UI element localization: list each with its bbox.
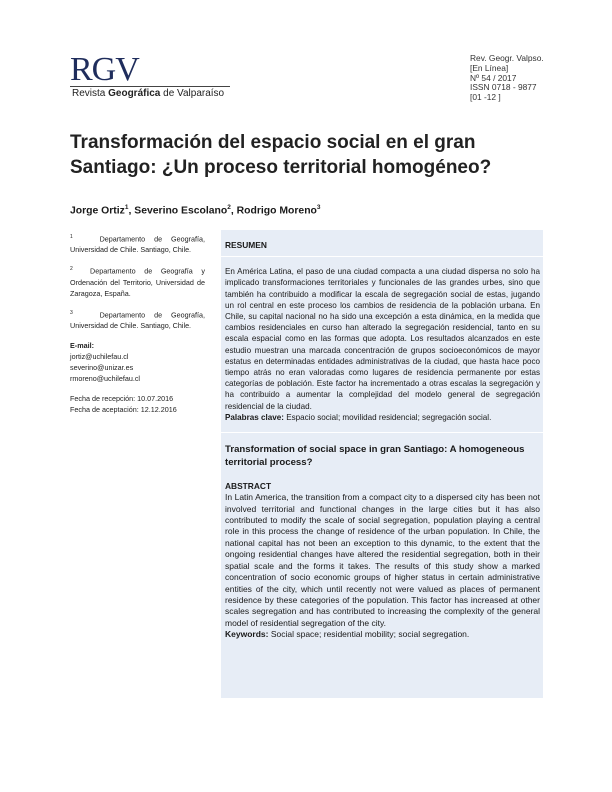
logo-subtitle <box>72 88 224 99</box>
received-date: Fecha de recepción: 10.07.2016 <box>70 394 174 404</box>
email-label: E-mail: <box>70 341 94 351</box>
author-affil-marker: 3 <box>316 204 321 211</box>
logo-letters: RGV <box>70 51 139 86</box>
affiliation-marker: 3 <box>70 309 73 316</box>
keywords-label: Keywords: <box>225 629 269 640</box>
resumen-text: En América Latina, el paso de una ciudad compacta a una ciudad dispersa no solo ha implicado transformaciones territoriales y funcionales de las grandes urbes, sino que también ha contribuido a modificar la escala de segregación social de estas, jugando un rol central en este proceso los cambios de residencia de la población urbana. En Chile, su capital nacional no ha sido una excepción a esta dinámica, en la medida que cambios residenciales en curso han alterado la segregación residencial, tanto en su escala espacial como en las formas que adopta. Los resultados alcanzados en este estudio muestran una marcada concentración de grupos socioeconómicos de mayor estatus en determinadas entidades administrativas de la ciudad, que hasta hace poco tiempo atrás no eran valoradas como lugares de residencia permanente por estas categorías de población. Este factor ha incrementado a otras escalas la segregación y ha contribuido a aumentar la complejidad del modelo general de segregación residencial de la ciudad. <box>225 267 540 411</box>
affiliations-column <box>70 232 205 415</box>
author-list <box>70 204 321 216</box>
english-title: Transformation of social space in gran Santiago: A homogeneous territorial process? <box>225 444 525 469</box>
palabras-clave <box>225 412 540 423</box>
affiliation-marker: 2 <box>70 266 73 273</box>
ref-line: [01 -12 ] <box>470 92 501 103</box>
affiliation <box>70 264 205 298</box>
affiliation-marker: 1 <box>70 234 73 240</box>
author-name: Severino Escolano <box>134 205 228 217</box>
journal-reference <box>470 54 544 103</box>
ref-line: Rev. Geogr. Valpso. <box>470 53 544 63</box>
author-separator: , <box>128 205 135 217</box>
ref-line: Nº 54 / 2017 <box>470 72 517 83</box>
affiliation-text: Departamento de Geografía, Universidad de Chile. Santiago, Chile. <box>70 234 205 255</box>
affiliation-text: Departamento de Geografía, Universidad de Chile. Santiago, Chile. <box>70 310 205 331</box>
paper-title <box>70 130 550 180</box>
affiliation <box>70 308 205 331</box>
palabras-clave-text: Espacio social; movilidad residencial; segregación social. <box>283 412 492 422</box>
abstract-box <box>221 230 543 698</box>
ref-line: ISSN 0718 - 9877 <box>470 82 537 93</box>
affiliation <box>70 232 205 255</box>
author-affil-marker: 1 <box>124 204 129 211</box>
keywords <box>225 629 540 640</box>
email-link[interactable]: rmoreno@uchilefau.cl <box>70 374 141 384</box>
logo-subtitle-part2: Geográfica <box>108 88 161 99</box>
logo-divider <box>70 86 230 87</box>
logo-subtitle-part1: Revista <box>72 88 109 99</box>
author-separator: , <box>230 205 237 217</box>
journal-logo <box>70 50 235 112</box>
palabras-clave-label: Palabras clave: <box>225 412 284 422</box>
accepted-date: Fecha de aceptación: 12.12.2016 <box>70 405 177 415</box>
affiliation-text: Departamento de Geografía y Ordenación del Territorio, Universidad de Zaragoza, España. <box>70 266 205 298</box>
resumen-heading: RESUMEN <box>225 240 267 250</box>
keywords-text: Social space; residential mobility; social segregation. <box>268 629 470 640</box>
ref-line: [En Línea] <box>470 62 509 73</box>
author-name: Rodrigo Moreno <box>236 205 317 217</box>
title-line: Transformación del espacio social en el gran <box>70 132 476 153</box>
rgv-logo-mark <box>70 50 235 86</box>
email-link[interactable]: jortiz@uchilefau.cl <box>70 352 129 362</box>
title-line: Santiago: ¿Un proceso territorial homogéneo? <box>70 157 492 178</box>
author-affil-marker: 2 <box>227 204 231 211</box>
email-link[interactable]: severino@unizar.es <box>70 363 134 373</box>
author-name: Jorge Ortiz <box>70 205 125 217</box>
logo-subtitle-part3: de Valparaíso <box>160 88 225 99</box>
abstract-heading: ABSTRACT <box>225 481 272 492</box>
abstract-text: In Latin America, the transition from a compact city to a dispersed city has been not involved territorial and functional changes in the large cities but it has also contributed to modify the scale of social segregation, population playing a central role in this process the change of residence of the urban population. In Chile, the national capital has not been an exception to this dynamic, to the extent that the ongoing residential changes have altered the residential segregation, both in their spatial scale and the forms it takes. The results of this study show a marked concentration of socio economic groups of higher status in certain administrative entities of the city, which until recently not were valued as places of permanent residence by these categories of the population. This factor has increased at other scales segregation and has contributed to increasing the complexity of the general model of residential segregation of the city. <box>225 492 540 628</box>
